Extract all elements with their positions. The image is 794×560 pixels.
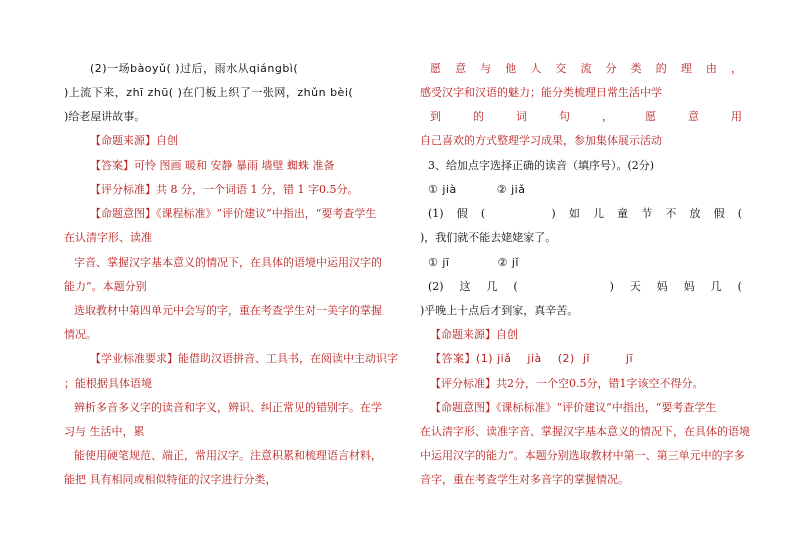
- requirement-line-1: 【学业标准要求】能借助汉语拼音、工具书，在阅读中主动识字: [90, 352, 398, 365]
- sentence-2-line-1: (2) 这 几 ( ) 天 妈 妈 几 (: [428, 280, 742, 293]
- question-2-line-2: )上流下来，zhī zhū( )在门板上织了一张网，zhǔn bèi(: [64, 86, 354, 99]
- requirement-line-3: 辨析多音多义字的读音和字义，辨识、纠正常见的错别字。在学: [74, 401, 382, 414]
- source-label: 【命题来源】自创: [430, 328, 518, 341]
- answer-line: 【答案】可怜 图画 暖和 安静 暴雨 墙壁 蜘蛛 准备: [90, 159, 335, 172]
- standard-line-3: 到 的 词 句 ， 愿 意 用: [430, 110, 742, 123]
- requirement-line-6: 能把 具有相同或相似特征的汉字进行分类，: [64, 473, 277, 486]
- question-3-heading: 3、给加点字选择正确的读音（填序号）。(2分): [428, 159, 655, 172]
- options-row-2: ① jī ② jǐ: [428, 256, 519, 269]
- intent-line-4: 音字，重在考查学生对多音字的掌握情况。: [420, 473, 629, 486]
- source-label: 【命题来源】自创: [90, 134, 178, 147]
- intent-line-1: 【命题意图】《课标标准》“评价建议”中指出，“要考查学生: [430, 401, 717, 414]
- options-row-1: ① jià ② jiǎ: [428, 183, 526, 196]
- intent-line-6: 情况。: [64, 328, 97, 341]
- intent-line-2: 在认清字形、读准: [64, 231, 152, 244]
- requirement-line-5: 能使用硬笔规范、端正，常用汉字。注意积累和梳理语言材料，: [74, 449, 382, 462]
- standard-line-1: 愿 意 与 他 人 交 流 分 类 的 理 由 ，: [430, 62, 742, 75]
- requirement-line-4: 习与 生活中，累: [64, 425, 145, 438]
- sentence-1-line-2: )，我们就不能去姥姥家了。: [420, 231, 557, 244]
- answer-line: 【答案】(1) jiǎ jià (2) jǐ jī: [430, 352, 634, 365]
- standard-line-4: 自己喜欢的方式整理学习成果，参加集体展示活动: [420, 134, 662, 147]
- intent-line-1: 【命题意图】《课程标准》“评价建议”中指出，“要考查学生: [90, 207, 377, 220]
- question-2-line-3: )给老屋讲故事。: [64, 110, 146, 123]
- sentence-1-line-1: (1) 假 ( ) 如 儿 童 节 不 放 假 (: [428, 207, 742, 220]
- standard-line-2: 感受汉字和汉语的魅力；能分类梳理日常生活中学: [420, 86, 662, 99]
- requirement-line-2: ；能根据具体语境: [64, 377, 152, 390]
- intent-line-3: 字音、掌握汉字基本意义的情况下，在具体的语境中运用汉字的: [74, 256, 382, 269]
- intent-line-2: 在认清字形、读准字音、掌握汉字基本意义的情况下，在具体的语境: [420, 425, 750, 438]
- intent-line-3: 中运用汉字的能力”。本题分别选取教材中第一、第三单元中的字多: [420, 449, 745, 462]
- sentence-2-line-2: )乎晚上十点后才到家，真辛苦。: [420, 304, 579, 317]
- scoring-line: 【评分标准】共2分，一个空0.5分，错1字该空不得分。: [430, 377, 704, 390]
- question-2-line-1: (2)一场bàoyǔ( )过后，雨水从qiángbì(: [90, 62, 299, 75]
- intent-line-4: 能力”。本题分别: [64, 280, 147, 293]
- scoring-line: 【评分标准】共 8 分，一个词语 1 分，错 1 字0.5分。: [90, 183, 359, 196]
- intent-line-5: 选取教材中第四单元中会写的字，重在考查学生对一美字的掌握: [74, 304, 382, 317]
